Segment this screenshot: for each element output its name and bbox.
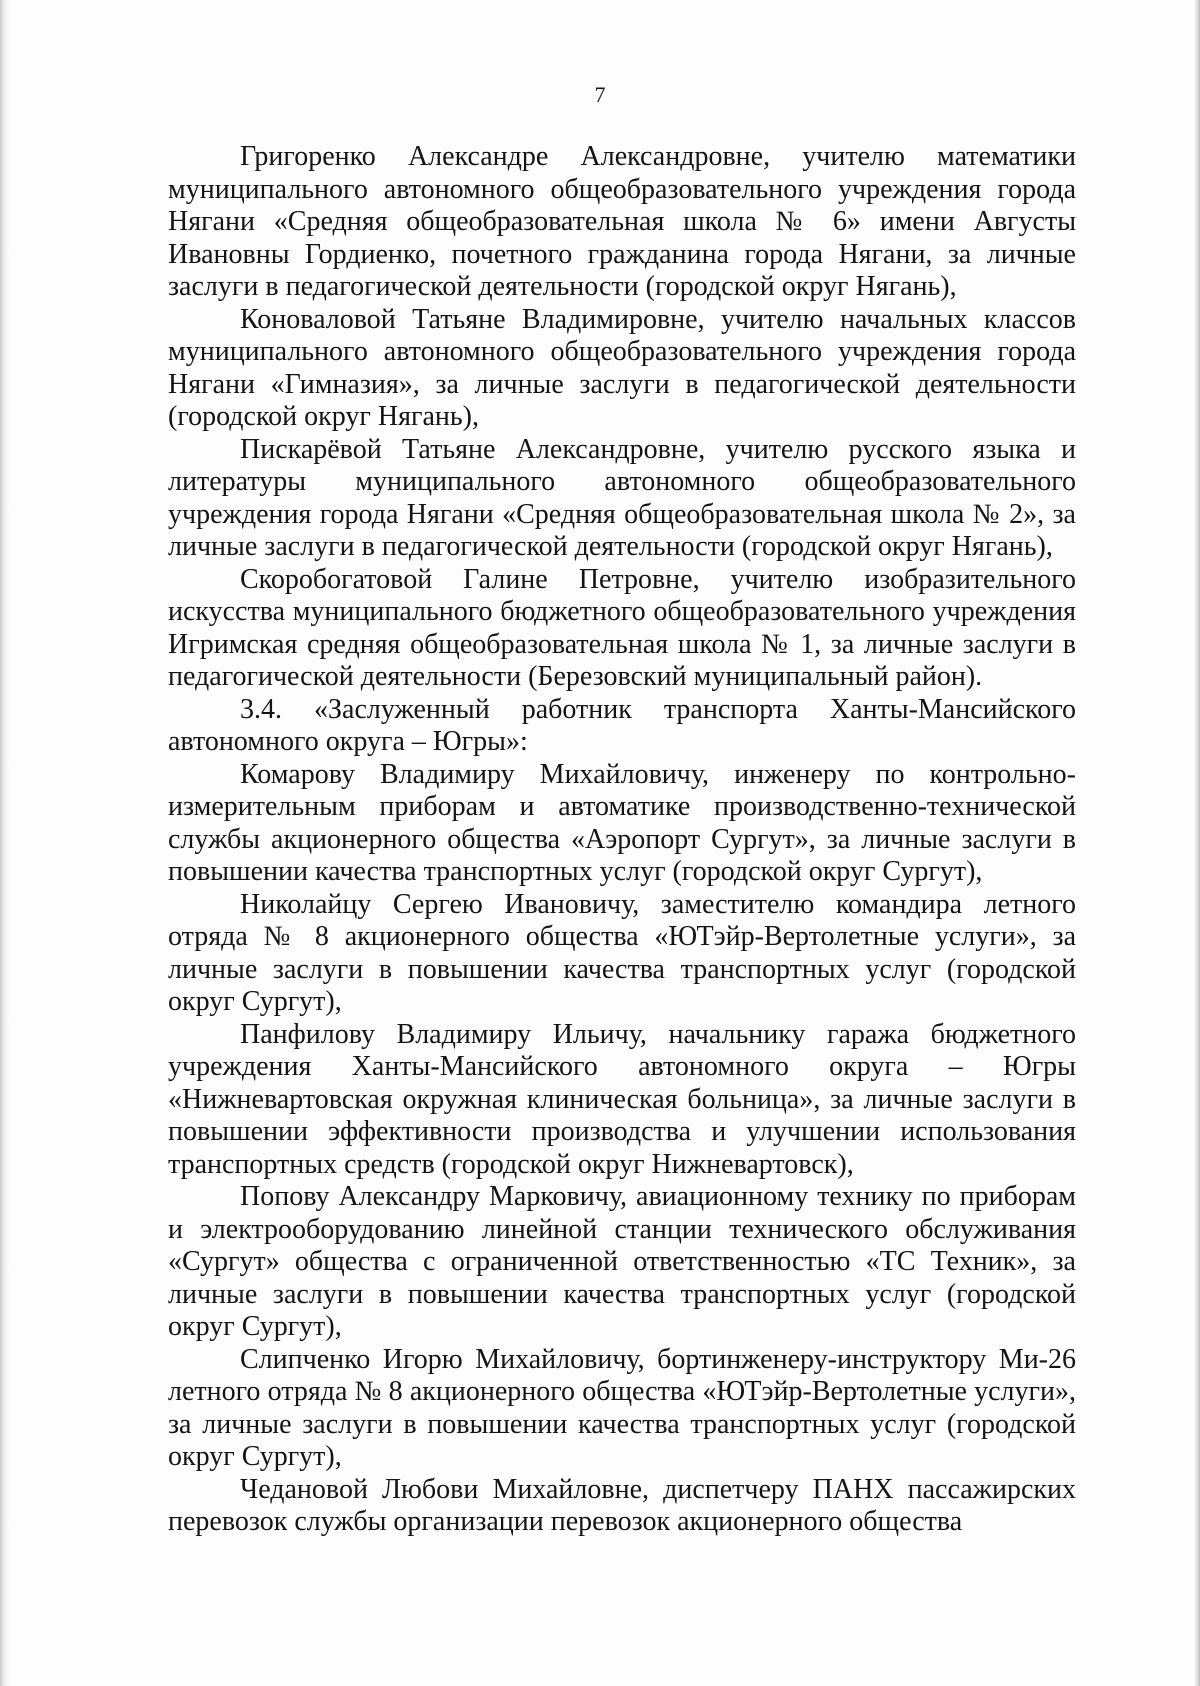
paragraph-grigorenko: Григоренко Александре Александровне, учителю математики муниципального автономного общеобразовательного учреждения города Нягани «Средняя общеобразовательная школа № 6» имени Августы Ивановны Гордиенко, почетного гражданина города Нягани, за личные заслуги в педагогической деятельности (городской округ Нягань), (168, 141, 1076, 302)
page-number: 7 (594, 82, 606, 107)
section-heading-3-4: 3.4. «Заслуженный работник транспорта Ханты-Мансийского автономного округа – Югры»: (168, 693, 1076, 757)
scan-edge-left (0, 0, 10, 1686)
paragraph-popov: Попову Александру Марковичу, авиационному технику по приборам и электрооборудованию линейной станции технического обслуживания «Сургут» общества с ограниченной ответственностью «ТС Техник», за личные заслуги в повышении качества транспортных услуг (городской округ Сургут), (168, 1181, 1076, 1342)
paragraph-konovalova: Коноваловой Татьяне Владимировне, учителю начальных классов муниципального автономного общеобразовательного учреждения города Нягани «Гимназия», за личные заслуги в педагогической деятельности (городской округ Нягань), (168, 303, 1076, 432)
paragraph-chedanova: Чедановой Любови Михайловне, диспетчеру ПАНХ пассажирских перевозок службы организации перевозок акционерного общества (168, 1473, 1076, 1537)
document-body (168, 141, 1076, 1539)
paragraph-panfilov: Панфилову Владимиру Ильичу, начальнику гаража бюджетного учреждения Ханты-Мансийского автономного округа – Югры «Нижневартовская окружная клиническая больница», за личные заслуги в повышении эффективности производства и улучшении использования транспортных средств (городской округ Нижневартовск), (168, 1018, 1076, 1180)
scan-edge-right (1194, 0, 1200, 1686)
paragraph-piskareva: Пискарёвой Татьяне Александровне, учителю русского языка и литературы муниципального автономного общеобразовательного учреждения города Нягани «Средняя общеобразовательная школа № 2», за личные заслуги в педагогической деятельности (городской округ Нягань), (168, 433, 1076, 562)
paragraph-nikolaets: Николайцу Сергею Ивановичу, заместителю командира летного отряда № 8 акционерного общества «ЮТэйр-Вертолетные услуги», за личные заслуги в повышении качества транспортных услуг (городской округ Сургут), (168, 888, 1076, 1017)
paragraph-skorobogatova: Скоробогатовой Галине Петровне, учителю изобразительного искусства муниципального бюджетного общеобразовательного учреждения Игримская средняя общеобразовательная школа № 1, за личные заслуги в педагогической деятельности (Березовский муниципальный район). (168, 563, 1076, 692)
paragraph-slipchenko: Слипченко Игорю Михайловичу, бортинженеру-инструктору Ми-26 летного отряда № 8 акционерного общества «ЮТэйр-Вертолетные услуги», за личные заслуги в повышении качества транспортных услуг (городской округ Сургут), (168, 1343, 1076, 1472)
paragraph-komarov: Комарову Владимиру Михайловичу, инженеру по контрольно-измерительным приборам и автоматике производственно-технической службы акционерного общества «Аэропорт Сургут», за личные заслуги в повышении качества транспортных услуг (городской округ Сургут), (168, 758, 1076, 887)
